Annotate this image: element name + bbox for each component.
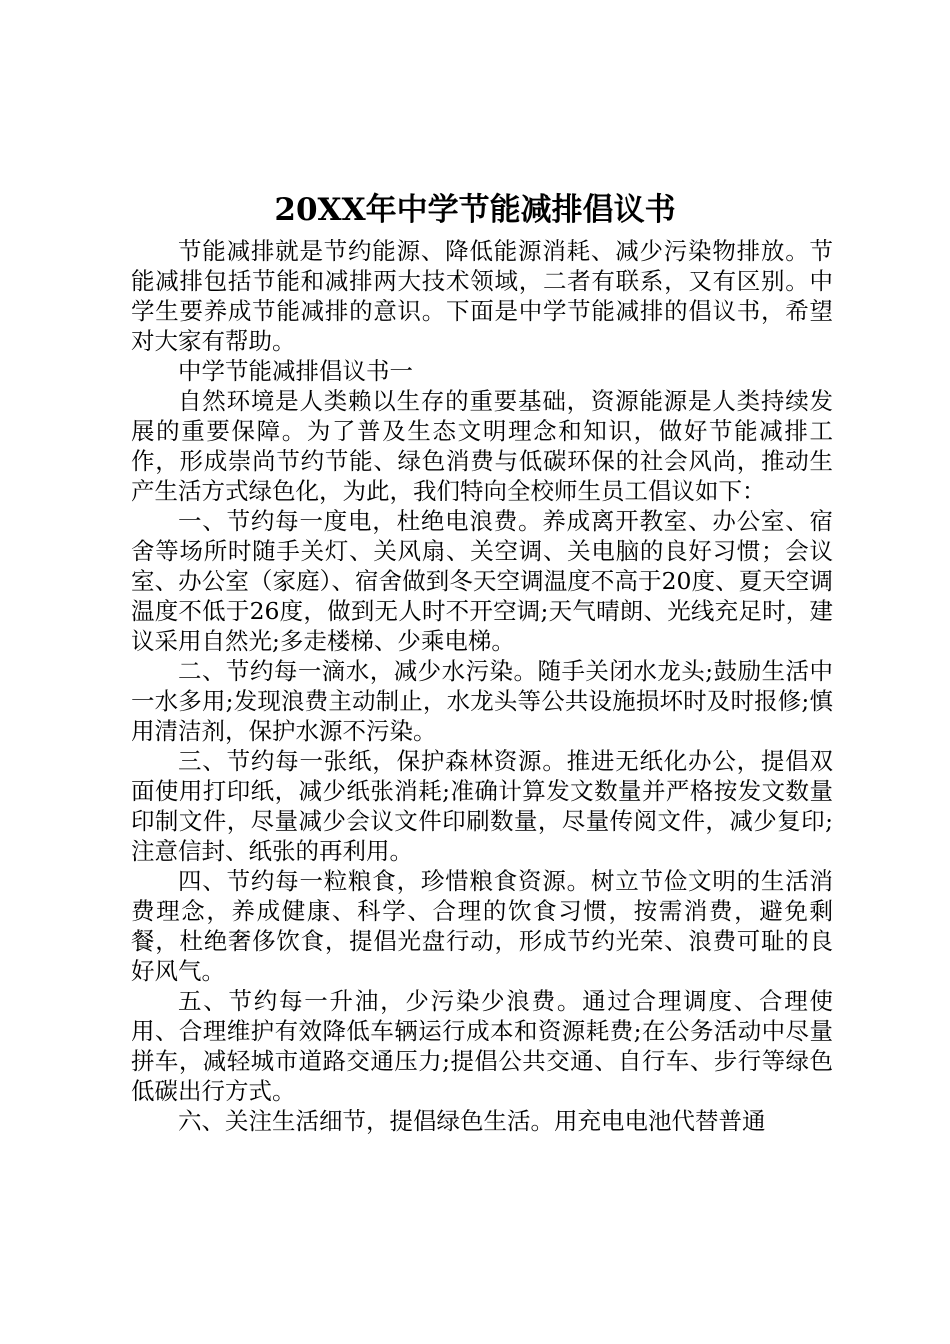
paragraph-item-5: 五、节约每一升油，少污染少浪费。通过合理调度、合理使用、合理维护有效降低车辆运行成本和资源耗费;在公务活动中尽量拼车，减轻城市道路交通压力;提倡公共交通、自行车、步行等绿色低碳出行方式。 — [131, 987, 833, 1105]
paragraph-item-2: 二、节约每一滴水，减少水污染。随手关闭水龙头;鼓励生活中一水多用;发现浪费主动制止，水龙头等公共设施损坏时及时报修;慎用清洁剂，保护水源不污染。 — [131, 657, 833, 745]
paragraph-item-4: 四、节约每一粒粮食，珍惜粮食资源。树立节俭文明的生活消费理念，养成健康、科学、合理的饮食习惯，按需消费，避免剩餐，杜绝奢侈饮食，提倡光盘行动，形成节约光荣、浪费可耻的良好风气。 — [131, 867, 833, 985]
paragraph-item-1: 一、节约每一度电，杜绝电浪费。养成离开教室、办公室、宿舍等场所时随手关灯、关风扇、关空调、关电脑的良好习惯；会议室、办公室（家庭）、宿舍做到冬天空调温度不高于20度、夏天空调温度不低于26度，做到无人时不开空调;天气晴朗、光线充足时，建议采用自然光;多走楼梯、少乘电梯。 — [131, 507, 833, 655]
paragraph-preamble: 自然环境是人类赖以生存的重要基础，资源能源是人类持续发展的重要保障。为了普及生态文明理念和知识，做好节能减排工作，形成崇尚节约节能、绿色消费与低碳环保的社会风尚，推动生产生活方式绿色化，为此，我们特向全校师生员工倡议如下： — [131, 387, 833, 505]
paragraph-section-heading: 中学节能减排倡议书一 — [178, 357, 413, 385]
paragraph-item-6: 六、关注生活细节，提倡绿色生活。用充电电池代替普通 — [178, 1107, 766, 1135]
paragraph-item-3: 三、节约每一张纸，保护森林资源。推进无纸化办公，提倡双面使用打印纸，减少纸张消耗;准确计算发文数量并严格按发文数量印制文件，尽量减少会议文件印刷数量，尽量传阅文件，减少复印;注意信封、纸张的再利用。 — [131, 747, 833, 865]
document-title: 20XX年中学节能减排倡议书 — [274, 192, 676, 228]
paragraph-intro: 节能减排就是节约能源、降低能源消耗、减少污染物排放。节能减排包括节能和减排两大技术领域，二者有联系，又有区别。中学生要养成节能减排的意识。下面是中学节能减排的倡议书，希望对大家有帮助。 — [131, 237, 833, 355]
document-body — [131, 236, 833, 1136]
